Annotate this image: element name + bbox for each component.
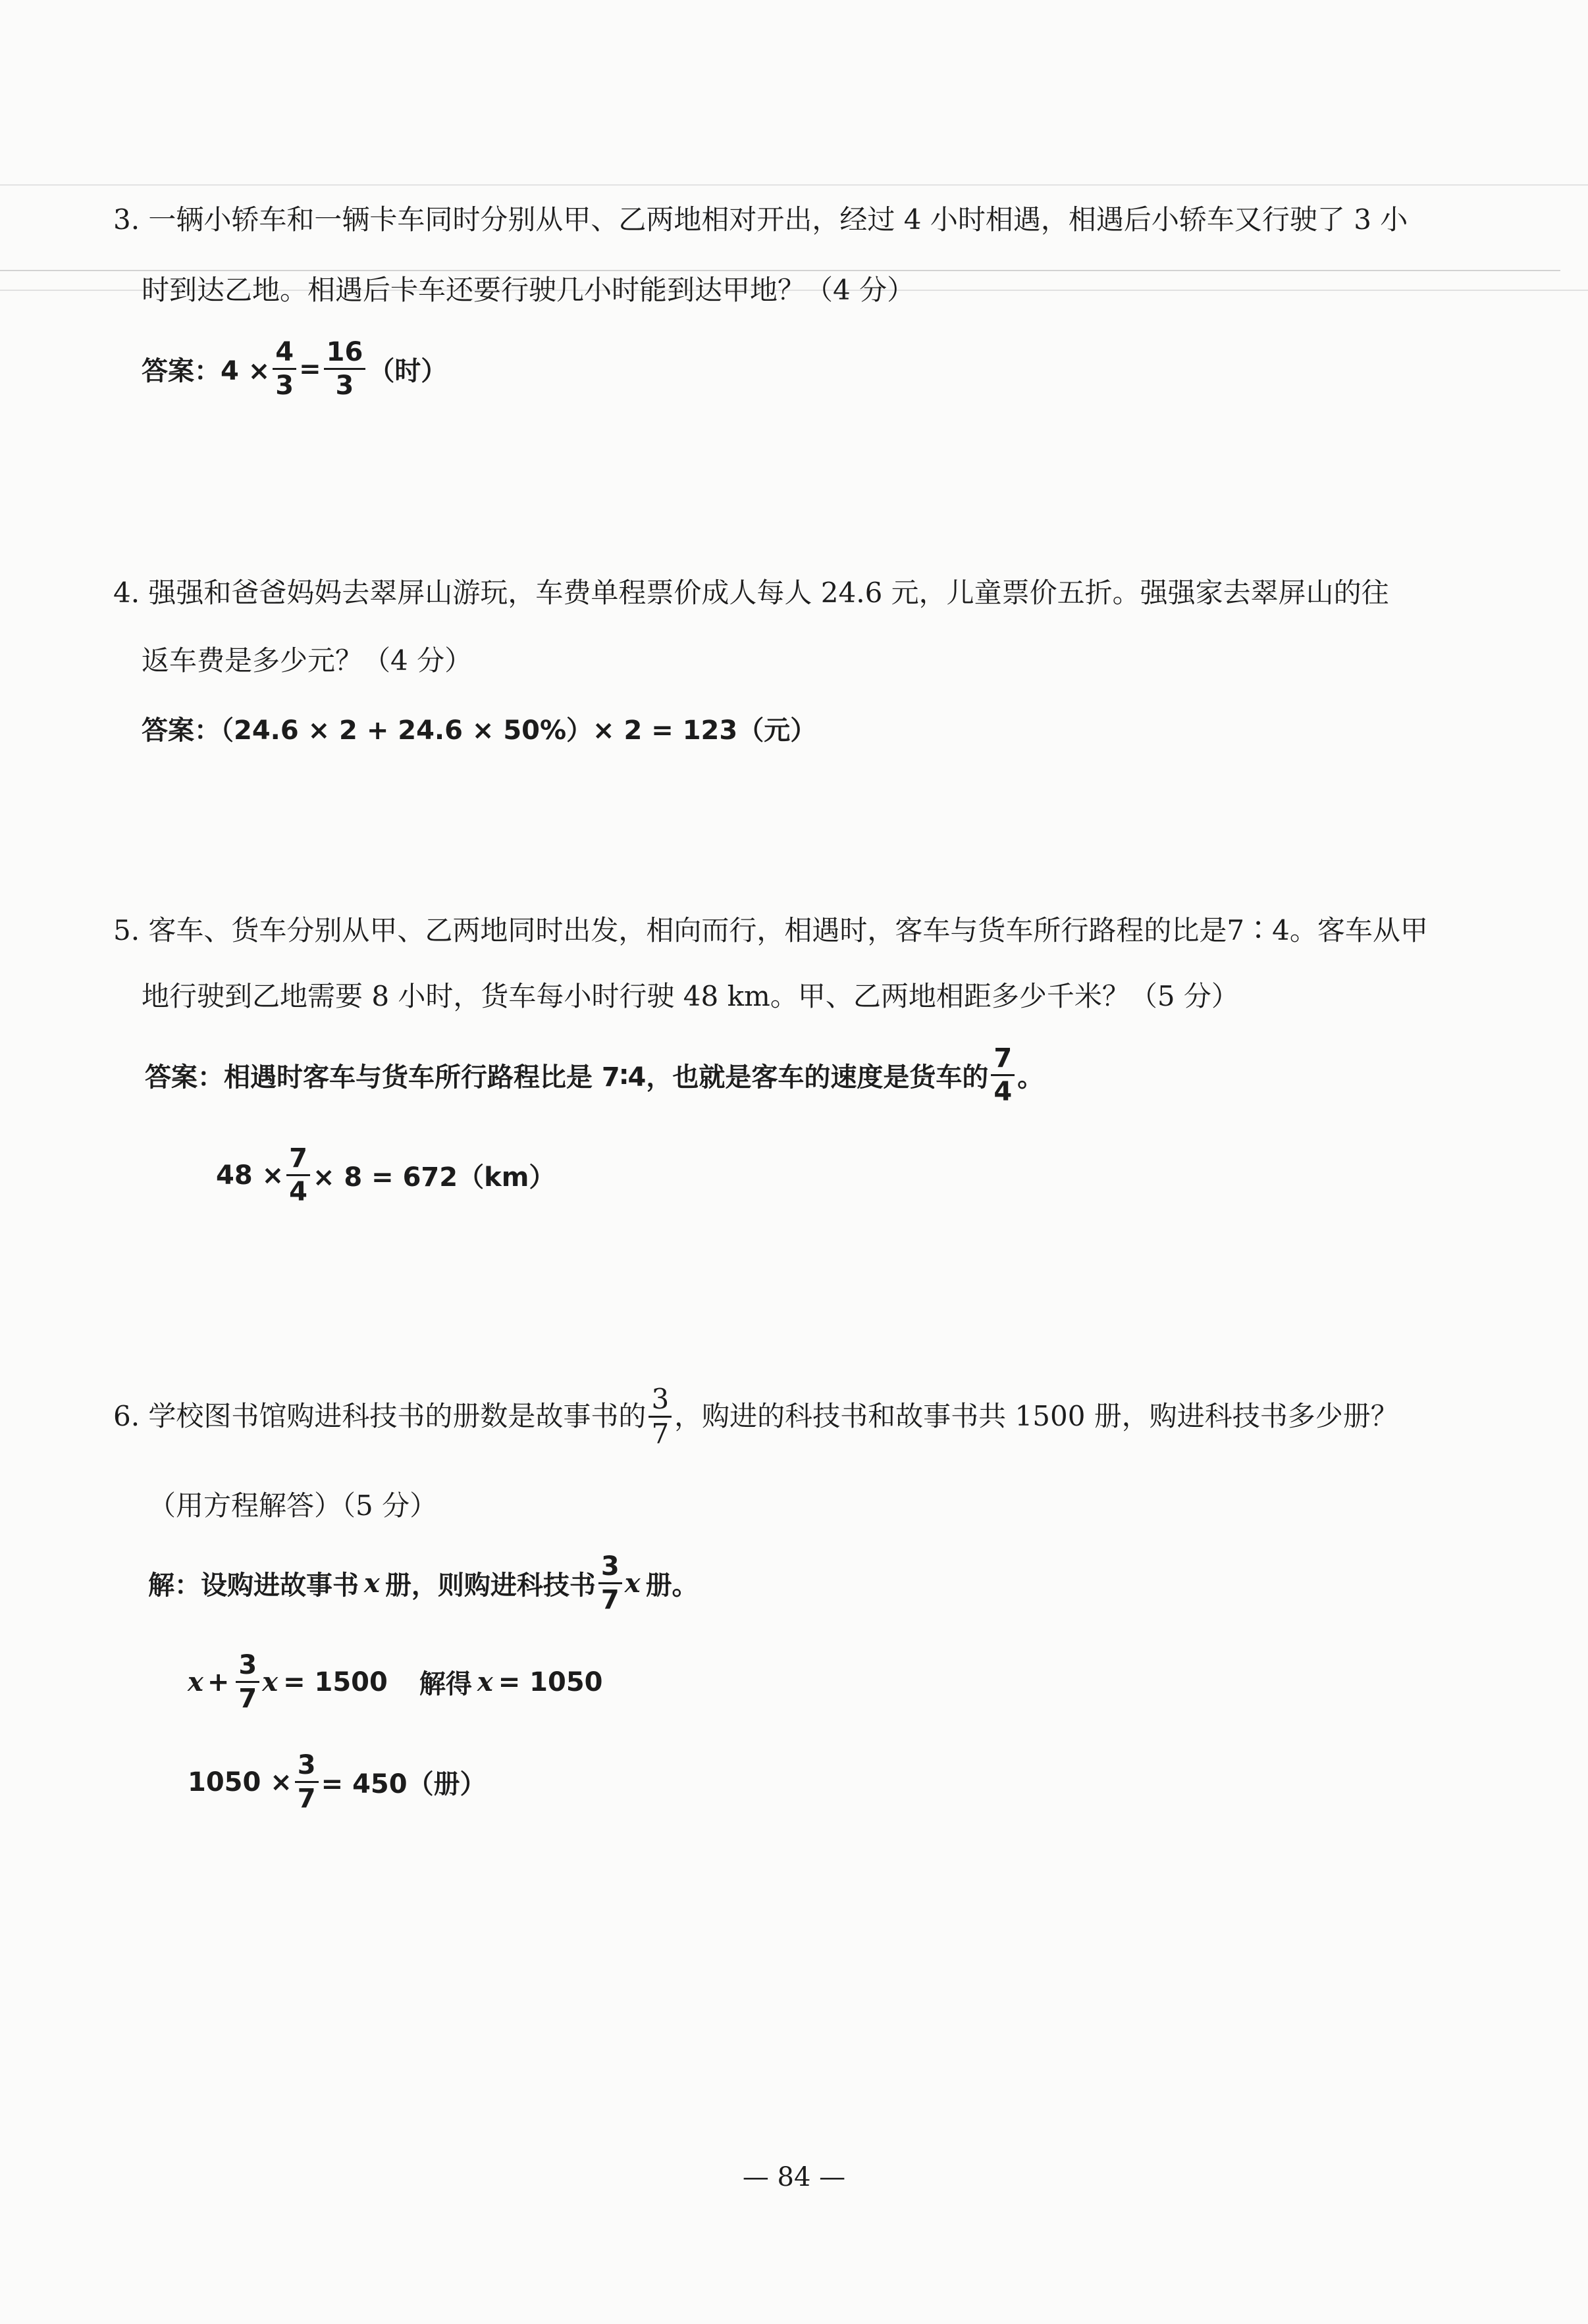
fraction-denominator: 3	[275, 371, 294, 401]
solution-text: 册。	[645, 1570, 699, 1601]
answer-suffix: × 8 = 672（km）	[312, 1162, 556, 1193]
page-number: — 84 —	[742, 2162, 846, 2192]
solve-result: = 1050	[498, 1666, 603, 1697]
fraction-numerator: 7	[286, 1145, 310, 1176]
question-3-line-1: 3. 一辆小轿车和一辆卡车同时分别从甲、乙两地相对开出，经过 4 小时相遇，相遇后小轿车又行驶了 3 小	[113, 203, 1408, 236]
variable-x: x	[188, 1666, 203, 1697]
fraction	[598, 1553, 622, 1613]
fraction-denominator: 7	[600, 1585, 620, 1615]
question-4-line-2: 返车费是多少元？（4 分）	[142, 644, 473, 677]
question-4-answer: 答案：（24.6 × 2 + 24.6 × 50%）× 2 = 123（元）	[142, 715, 817, 746]
variable-x: x	[624, 1568, 641, 1599]
fraction	[286, 1145, 310, 1205]
fraction-numerator: 4	[273, 339, 296, 370]
fraction-numerator: 16	[324, 339, 366, 370]
fraction-denominator: 4	[289, 1177, 307, 1207]
answer-prefix: 48 ×	[216, 1160, 284, 1191]
fraction-numerator: 3	[295, 1752, 319, 1783]
question-6-solution-line-1	[148, 1553, 699, 1613]
question-5-answer-line-1	[145, 1045, 1044, 1105]
answer-unit: （时）	[368, 356, 448, 386]
fraction	[236, 1652, 259, 1712]
fraction-numerator: 3	[236, 1652, 259, 1683]
question-3-answer	[142, 339, 447, 399]
variable-x: x	[364, 1568, 380, 1599]
solve-label: 解得	[419, 1669, 472, 1699]
fraction-denominator: 7	[297, 1784, 316, 1814]
fraction-numerator: 3	[598, 1553, 622, 1584]
question-6-line-1	[113, 1385, 1398, 1448]
question-text: ，购进的科技书和故事书共 1500 册，购进科技书多少册？	[674, 1400, 1398, 1433]
fraction	[295, 1752, 319, 1812]
question-6-solution-line-3	[188, 1752, 487, 1812]
solution-text: 册，则购进科技书	[384, 1570, 596, 1601]
scan-line	[0, 270, 1560, 271]
answer-text: 答案：相遇时客车与货车所行路程比是 7∶4，也就是客车的速度是货车的	[145, 1062, 989, 1093]
fraction-denominator: 4	[993, 1077, 1013, 1107]
question-text: 6. 学校图书馆购进科技书的册数是故事书的	[113, 1400, 647, 1433]
scan-line	[0, 184, 1588, 186]
question-5-line-1: 5. 客车、货车分别从甲、乙两地同时出发，相向而行，相遇时，客车与货车所行路程的比是7∶4。客车从甲	[113, 914, 1428, 946]
equation-rhs: = 1500	[283, 1666, 388, 1697]
equals-sign: =	[299, 353, 321, 384]
question-5-answer-line-2	[216, 1145, 555, 1205]
plus-sign: +	[207, 1666, 230, 1697]
fraction	[648, 1385, 672, 1448]
fraction-numerator: 3	[648, 1385, 672, 1418]
fraction-denominator: 3	[335, 371, 354, 401]
fraction-denominator: 7	[651, 1418, 670, 1450]
fraction-numerator: 7	[991, 1045, 1015, 1076]
variable-x: x	[262, 1666, 278, 1697]
question-5-line-2: 地行驶到乙地需要 8 小时，货车每小时行驶 48 km。甲、乙两地相距多少千米？（5 分）	[142, 980, 1239, 1012]
question-4-line-1: 4. 强强和爸爸妈妈去翠屏山游玩，车费单程票价成人每人 24.6 元，儿童票价五折。强强家去翠屏山的往	[113, 577, 1389, 609]
fraction	[273, 339, 296, 399]
fraction-denominator: 7	[238, 1684, 257, 1714]
question-6-line-2: （用方程解答）（5 分）	[148, 1489, 438, 1522]
fraction	[991, 1045, 1015, 1105]
fraction	[324, 339, 366, 399]
question-6-solution-line-2	[188, 1652, 603, 1712]
solution-text: 解：设购进故事书	[148, 1570, 359, 1601]
answer-punctuation: 。	[1017, 1062, 1044, 1093]
question-3-line-2: 时到达乙地。相遇后卡车还要行驶几小时能到达甲地？（4 分）	[142, 274, 915, 306]
solution-suffix: = 450（册）	[321, 1769, 487, 1799]
variable-x: x	[477, 1666, 493, 1697]
solution-prefix: 1050 ×	[188, 1767, 292, 1797]
answer-prefix: 答案：4 ×	[142, 356, 271, 386]
